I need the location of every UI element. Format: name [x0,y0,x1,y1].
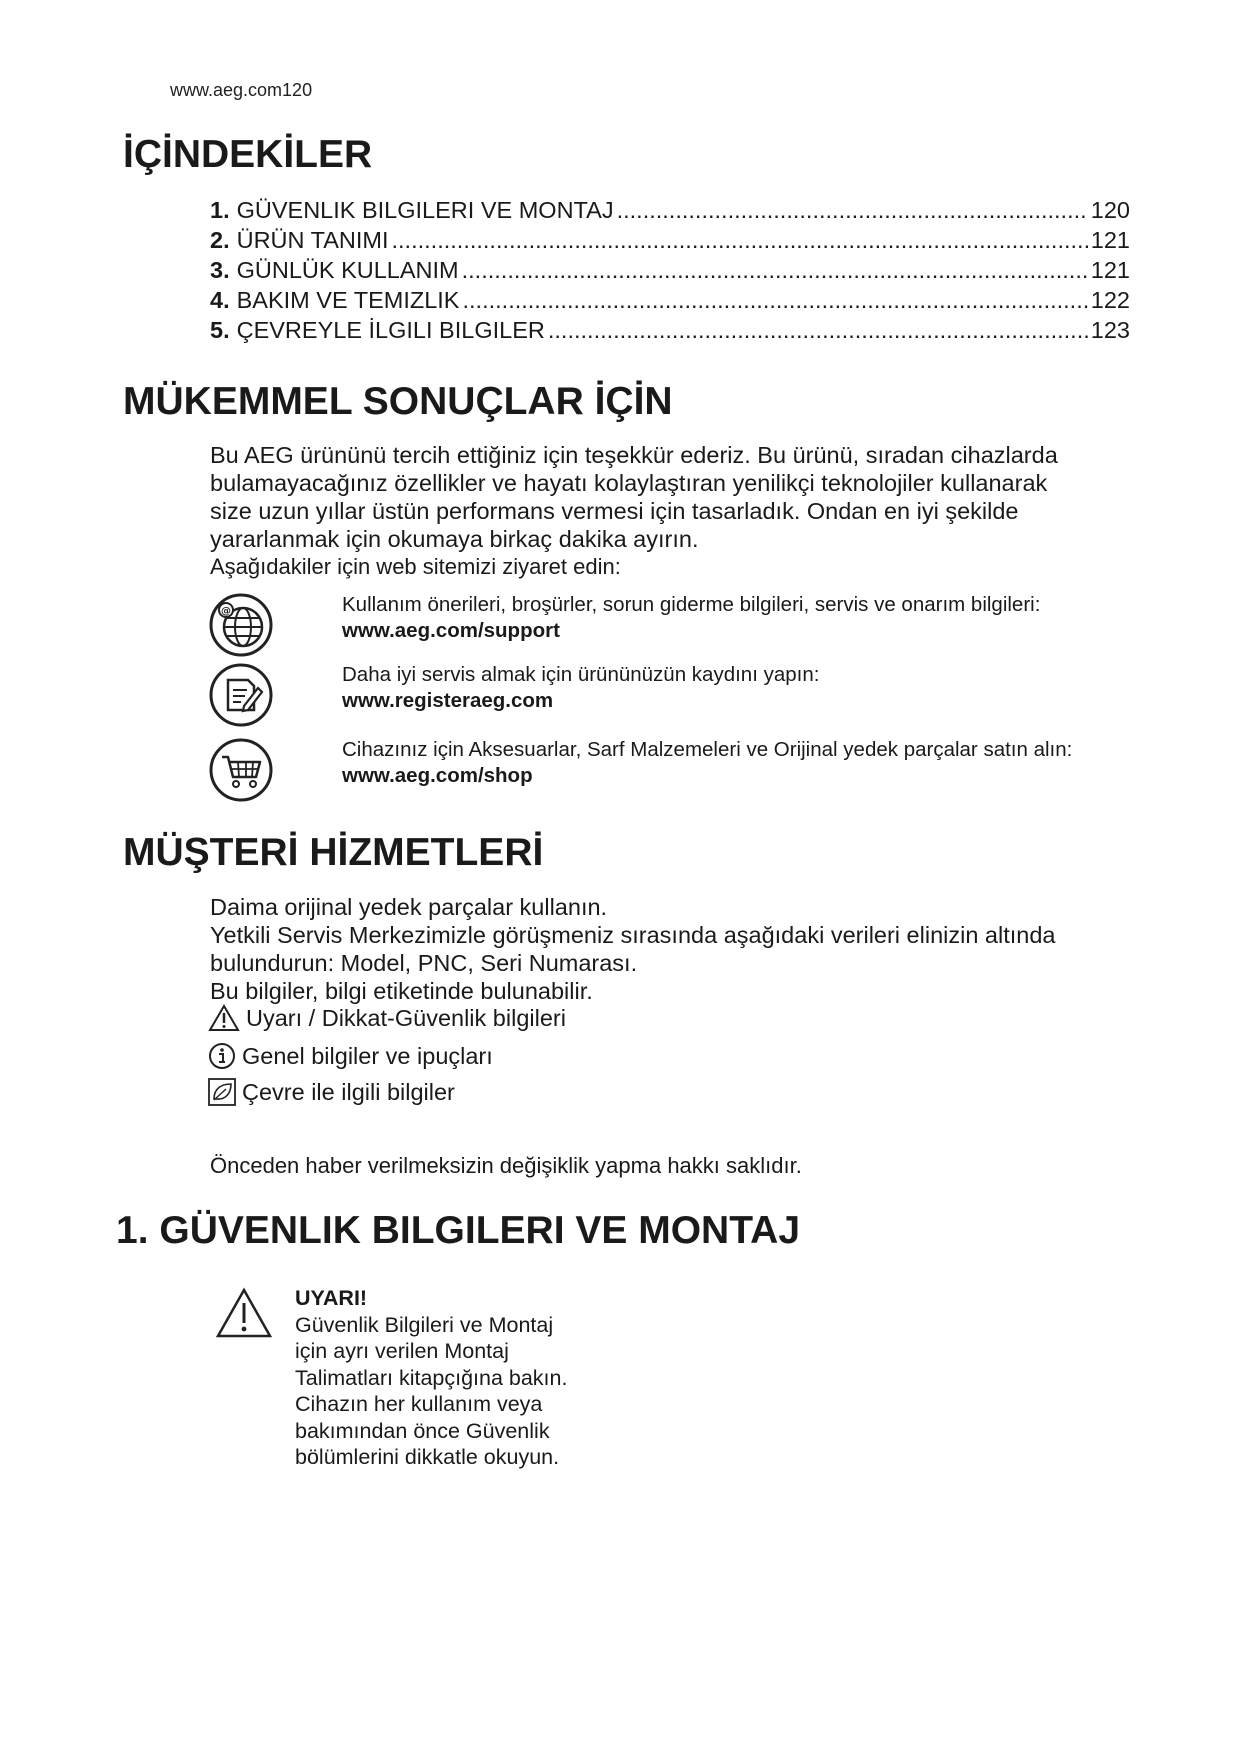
intro-line: yararlanmak için okumaya birkaç dakika ayırın. [210,526,699,552]
toc-item-label: BAKIM VE TEMIZLIK [236,287,460,313]
register-icon [208,662,274,728]
customer-service-title: MÜŞTERİ HİZMETLERİ [123,831,544,874]
warning-line: Cihazın her kullanım veya [295,1392,543,1416]
warning-text [295,1285,655,1471]
toc-leader [548,317,1088,344]
toc-item-label: GÜVENLIK BILGILERI VE MONTAJ [236,197,614,223]
shop-link[interactable]: www.aeg.com/shop [342,764,533,787]
web-description: Cihazınız için Aksesuarlar, Sarf Malzemeleri ve Orijinal yedek parçalar satın alın: [342,738,1073,761]
toc-item-label: ÇEVREYLE İLGILI BILGILER [236,317,545,343]
toc-item-page: 121 [1090,257,1130,283]
toc-item[interactable] [210,257,1130,287]
toc-leader [617,197,1088,224]
service-paragraph [210,893,1140,1005]
web-support-row [208,592,1138,658]
warning-line: için ayrı verilen Montaj [295,1339,509,1363]
perfect-results-title: MÜKEMMEL SONUÇLAR İÇİN [123,380,673,423]
warning-icon [215,1287,273,1339]
toc-item[interactable] [210,227,1130,257]
web-description: Daha iyi servis almak için ürününüzün kaydını yapın: [342,663,820,686]
legend-label: Çevre ile ilgili bilgiler [242,1078,455,1105]
toc-leader [462,287,1087,314]
table-of-contents [210,197,1130,347]
intro-paragraph [210,441,1140,581]
toc-leader [462,257,1088,284]
intro-line: size uzun yıllar üstün performans vermesi için tasarladık. Ondan en iyi şekilde [210,498,1019,524]
legend-label: Genel bilgiler ve ipuçları [242,1042,493,1069]
web-text [342,737,1122,789]
warning-line: bölümlerini dikkatle okuyun. [295,1445,560,1469]
service-line: bulundurun: Model, PNC, Seri Numarası. [210,950,638,976]
service-line: Daima orijinal yedek parçalar kullanın. [210,894,608,920]
toc-item-number: 5. [210,317,230,343]
legend-info [208,1042,493,1070]
warning-icon [208,1004,240,1032]
header-url: www.aeg.com120 [170,80,313,100]
web-register-row [208,662,1138,728]
service-line: Bu bilgiler, bilgi etiketinde bulunabilir. [210,978,593,1004]
warning-line: Talimatları kitapçığına bakın. [295,1365,568,1390]
register-link[interactable]: www.registeraeg.com [342,689,554,712]
toc-item-number: 2. [210,227,230,253]
toc-item[interactable] [210,197,1130,227]
toc-item[interactable] [210,287,1130,317]
toc-item-label: GÜNLÜK KULLANIM [236,257,459,283]
support-link[interactable]: www.aeg.com/support [342,619,560,642]
toc-leader [392,227,1088,254]
warning-title: UYARI! [295,1286,368,1310]
toc-item-number: 4. [210,287,230,313]
legend-label: Uyarı / Dikkat-Güvenlik bilgileri [246,1004,566,1031]
intro-line: Aşağıdakiler için web sitemizi ziyaret edin: [210,554,621,579]
warning-line: bakımından önce Güvenlik [295,1418,550,1443]
warning-line: Güvenlik Bilgileri ve Montaj [295,1312,554,1337]
legend-environment [208,1078,455,1106]
web-text [342,592,1122,644]
web-description: Kullanım önerileri, broşürler, sorun giderme bilgileri, servis ve onarım bilgileri: [342,593,1041,616]
service-line: Yetkili Servis Merkezimizle görüşmeniz sırasında aşağıdaki verileri elinizin altında [210,922,1056,948]
toc-title: İÇİNDEKİLER [123,133,373,176]
toc-item[interactable] [210,317,1130,347]
safety-section-title: 1. GÜVENLIK BILGILERI VE MONTAJ [116,1209,801,1252]
toc-item-label: ÜRÜN TANIMI [236,227,389,253]
svg-text:@: @ [221,606,231,617]
toc-item-number: 3. [210,257,230,283]
leaf-icon [208,1078,236,1106]
toc-item-page: 121 [1090,227,1130,253]
info-icon [208,1042,236,1070]
toc-item-page: 122 [1090,287,1130,313]
intro-line: bulamayacağınız özellikler ve hayatı kolaylaştıran yenilikçi teknolojiler kullanarak [210,470,1048,496]
web-shop-row [208,737,1138,829]
globe-icon [208,592,274,658]
toc-item-number: 1. [210,197,230,223]
legend-warning [208,1004,566,1032]
shopping-cart-icon [208,737,274,803]
change-notice: Önceden haber verilmeksizin değişiklik yapma hakkı saklıdır. [210,1153,802,1178]
web-text [342,662,1122,714]
toc-item-page: 123 [1090,317,1130,343]
intro-line: Bu AEG ürününü tercih ettiğiniz için teşekkür ederiz. Bu ürünü, sıradan cihazlarda [210,442,1058,468]
toc-item-page: 120 [1090,197,1130,223]
